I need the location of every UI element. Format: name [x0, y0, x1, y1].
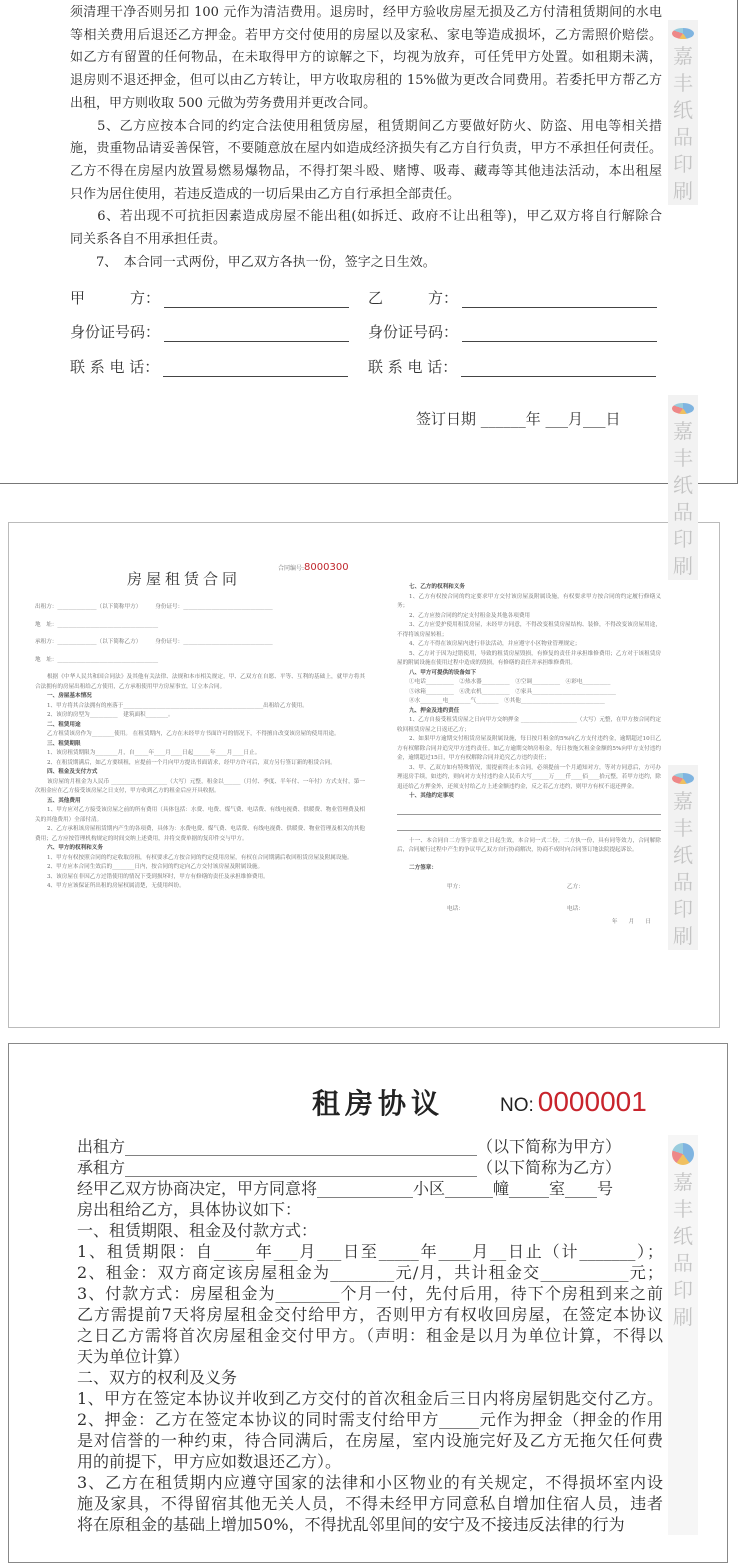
- watermark-char: 丰: [673, 816, 693, 840]
- agreement-number-label: NO:: [500, 1095, 534, 1116]
- watermark-char: 丰: [673, 446, 693, 470]
- watermark-char: 品: [673, 870, 693, 894]
- id-a-field: [70, 321, 349, 342]
- clause-line: 退房则不退还押金，但可以由乙方转让，甲方收取房租的 15%做为更改合同费用。若委托甲方帮乙方: [70, 73, 662, 89]
- signing-date: 签订日期 ______年 ___月___日: [416, 410, 621, 428]
- watermark-strip: [668, 765, 698, 950]
- clause: 2、在租赁期满后，如乙方要续租，应提前一个月向甲方提出书面请求，经甲方许可后，双方另行签订新的租赁合同。: [47, 759, 336, 766]
- watermark-char: 印: [673, 527, 693, 551]
- clause: 1、甲方将其合法拥有的座落于__________________________________________________出租给乙方使用。: [47, 702, 308, 709]
- watermark-char: 嘉: [673, 419, 693, 443]
- date-label: 年 月 日: [611, 919, 651, 925]
- clause: 2、甲方应本合同生效后的________日内，按合同的约定向乙方交付该房屋及附属设施。: [47, 864, 264, 870]
- watermark-char: 印: [673, 1278, 693, 1302]
- watermark-char: 刷: [673, 1305, 693, 1329]
- watermark-char: 品: [673, 1251, 693, 1275]
- watermark-char: 嘉: [673, 44, 693, 68]
- clause: ⑤冰箱__________ ⑥洗衣机__________ ⑦家具______________________________: [409, 688, 616, 695]
- watermark-strip: [668, 20, 698, 205]
- clause-line: 7、 本合同一式两份，甲乙双方各执一份，签字之日生效。: [70, 254, 436, 270]
- agreement-line: 是对信誉的一种约束，待合同满后，在房屋，室内设施完好及乙方无拖欠任何费: [77, 1431, 663, 1450]
- agreement-line: 用的前提下，甲方应如数退还乙方）。: [77, 1452, 342, 1471]
- agreement-line: 1、租赁期限：自_____年___月___日至_____年____月__日止（计_______）；: [77, 1242, 663, 1261]
- header-field: 地 址：____________________________________: [35, 656, 159, 663]
- field-label: 身份证号码：: [70, 323, 161, 341]
- party-b-field: [368, 287, 657, 308]
- watermark-char: 嘉: [673, 789, 693, 813]
- party-a-field: [70, 287, 349, 308]
- blank-line: [397, 805, 661, 815]
- contract-right-page: [397, 583, 661, 928]
- signature-line: [461, 363, 656, 377]
- clause: 三、租赁期限: [47, 740, 81, 747]
- clause: 根据《中华人民共和国合同法》及其他有关法律、法规和本市相关规定，甲、乙双方在自愿、平等、互利的基础上，就甲方将其合法拥有的房屋出租给乙方使用，乙方承租使用甲方房屋事宜，订立本合同。: [35, 674, 365, 690]
- agreement-line: 一、租赁期限、租金及付款方式：: [77, 1221, 318, 1240]
- watermark-char: 丰: [673, 1197, 693, 1221]
- watermark-char: 嘉: [673, 1170, 693, 1194]
- watermark-char: 纸: [673, 843, 693, 867]
- clause: 五、其他费用: [47, 797, 81, 804]
- watermark-char: 丰: [673, 71, 693, 95]
- agreement-line: 3、付款方式：房屋租金为________个月一付，先付后用，待下个房租到来之前: [77, 1284, 663, 1303]
- clause-line: 须清理干净否则另扣 100 元作为清洁费用。退房时，经甲方验收房屋无损及乙方付清租赁期间的水电: [70, 5, 662, 20]
- agreement-line: 将在原租金的基础上增加50%，不得扰乱邻里间的安宁及不接违反法律的行为: [77, 1515, 625, 1534]
- field-label: 联 系 电 话：: [70, 358, 160, 376]
- clause-line: 等相关费用后退还乙方押金。若甲方交付使用的房屋以及家私、家电等造成损坏，乙方需照价赔偿。: [70, 27, 662, 43]
- party-a-label: 甲方：: [447, 884, 464, 890]
- clause-line: 6、若出现不可抗拒因素造成房屋不能出租(如拆迁、政府不让出租等)，甲乙双方将自行解除合: [70, 209, 662, 225]
- phone-a-label: 电话：: [447, 905, 464, 912]
- header-field: 承租方：______________（以下简称乙方） 身份证号：________________________________: [35, 639, 273, 645]
- contract-clauses: [70, 2, 662, 274]
- clause: 1、乙方自接受租赁房屋之日向甲方交纳押金 ____________________（大写）元整，在甲方按合同约定收回租赁房屋之日返还乙方；: [397, 717, 661, 733]
- clause: 4、甲方应该保证所出租的房屋权属清楚，无使用纠纷。: [47, 883, 185, 889]
- watermark-char: 刷: [673, 554, 693, 578]
- header-field: 出租方：______________（以下简称甲方） 身份证号：________________________________: [35, 604, 273, 610]
- sign-title: 二方签章：: [409, 864, 437, 871]
- clause: 八、甲方可提供的设备如下: [409, 669, 477, 676]
- clause-line: 只作为居住使用，若违反造成的一切后果由乙方自行承担全部责任。: [70, 186, 461, 202]
- contract-right-column: [397, 583, 661, 856]
- clause: 2、该房的房型为__________ 建筑面积________。: [47, 712, 174, 718]
- brand-logo-icon: [672, 403, 694, 414]
- contract-number-label: 合同编号:: [278, 565, 305, 572]
- watermark-strip: [668, 1135, 698, 1535]
- agreement-number: [500, 1086, 647, 1118]
- signature-line: [164, 328, 349, 342]
- clause-line: 5、乙方应按本合同的约定合法使用租赁房屋，租赁期间乙方要做好防火、防盗、用电等相关措: [70, 118, 662, 134]
- clause: 4、乙方不得在该房屋内进行非法活动，并应遵守小区物业管理规定；: [409, 641, 581, 647]
- field-label: 甲 方：: [70, 289, 161, 307]
- agreement-line: 3、乙方在租赁期内应遵守国家的法律和小区物业的有关规定，不得损坏室内设: [77, 1473, 663, 1492]
- signature-line: [462, 328, 657, 342]
- clause: 六、甲方的权利和义务: [47, 845, 103, 851]
- signature-line: [462, 294, 657, 308]
- agreement-line: 经甲乙双方协商决定，甲方同意将____________小区______幢_____室____号: [77, 1179, 614, 1198]
- id-b-field: [368, 321, 657, 342]
- agreement-line: 房出租给乙方，具体协议如下：: [77, 1200, 302, 1219]
- clause: 3、乙方应爱护使用租赁房屋，未经甲方同意，不得改变租赁房屋结构、装修，不得改变该房屋用途，不得将该房屋转租；: [397, 622, 661, 638]
- clause: 该房屋的月租金为人民币 ____________________（大写）元整，租金以______（月付、季度、半年付、一年付）方式支付，第一次租金应在乙方接受该房屋之日支付，甲方收到乙方的租金后应开具收据。: [35, 778, 365, 794]
- clause-line: 乙方不得在房屋内放置易燃易爆物品，不得打架斗殴、赌博、吸毒、藏毒等其他违法活动，本出租屋: [70, 163, 662, 179]
- watermark-char: 品: [673, 125, 693, 149]
- field-label: 身份证号码：: [368, 323, 459, 341]
- blank-line: [397, 821, 661, 831]
- clause-line: 出租，甲方则收取 500 元做为劳务费用并更改合同。: [70, 95, 377, 111]
- signature-line: [164, 294, 349, 308]
- clause: 2、如果甲方逾期交付租赁房屋及附属设施，每日按月租金的5%向乙方支付违约金，逾期超过10日乙方有权解除合同并追究甲方违约责任。如乙方逾期交纳房租金，每日按拖欠租金金额的5%向甲方支付违约金，逾期超过15日，甲方有权解除合同并追究乙方违约责任；: [397, 736, 661, 761]
- agreement-line: 施及家具，不得留宿其他无关人员，不得未经甲方同意私自增加住宿人员，违者: [77, 1494, 663, 1513]
- watermark-char: 印: [673, 897, 693, 921]
- watermark-char: 纸: [673, 1224, 693, 1248]
- contract-title: 房屋租赁合同: [127, 570, 242, 588]
- brand-logo-icon: [672, 773, 694, 784]
- watermark-char: 刷: [673, 179, 693, 203]
- clause: 1、甲方有权按照合同的约定收取房租，有权要求乙方按合同的约定使用房屋，有权在合同期满后收回租赁房屋及附属设施。: [47, 854, 353, 861]
- clause: ⑧水________电________气________ ⑨其他______________________________: [409, 698, 605, 704]
- field-label: 联 系 电 话：: [368, 358, 458, 376]
- clause: 十、其他约定事项: [409, 793, 454, 799]
- agreement-line: 2、押金：乙方在签定本协议的同时需支付给甲方_____元作为押金（押金的作用: [77, 1410, 663, 1429]
- signature-block: [397, 864, 661, 928]
- watermark-char: 印: [673, 152, 693, 176]
- watermark-strip: [668, 395, 698, 580]
- clause: ①电话__________ ②热水器__________ ③空调__________ ④彩电__________: [409, 679, 611, 685]
- clause: 四、租金及支付方式: [47, 769, 98, 775]
- watermark-char: 纸: [673, 473, 693, 497]
- watermark-char: 刷: [673, 924, 693, 948]
- clause: 二、租赁用途: [47, 721, 81, 728]
- agreement-line: 天为单位计算）: [77, 1347, 190, 1366]
- clause: 2、乙方应按合同的约定支付租金及其他各项费用: [409, 612, 531, 619]
- signature-line: [163, 363, 348, 377]
- phone-b-label: 电话：: [567, 905, 584, 912]
- header-field: 地 址：____________________________________: [35, 621, 159, 628]
- clause: 一、房屋基本情况: [47, 693, 92, 699]
- agreement-body: [77, 1136, 663, 1535]
- contract-left-page: [35, 603, 365, 892]
- agreement-line: 2、租金：双方商定该房屋租金为________元/月，共计租金交___________元；: [77, 1263, 663, 1282]
- phone-b-field: [368, 356, 656, 377]
- brand-logo-icon: [672, 28, 694, 39]
- field-label: 乙 方：: [368, 289, 459, 307]
- clause: 3、该房屋在非因乙方过错使用的情况下受到损坏时，甲方有修缮的责任及承担维修费用。: [47, 873, 269, 880]
- clause: 2、乙方承租该房屋租赁期内产生的各项费，具体为：水费电费、煤气费、电话费、有线电视费、供暖费、物业管理及相关的其他费用；乙方应按管理机构规定的时间交纳上述费用，并将交费单据的复印件交与甲方。: [35, 826, 365, 842]
- agreement-line: 之日乙方需将首次房屋租金交付甲方。（声明：租金是以月为单位计算，不得以: [77, 1326, 663, 1345]
- agreement-title: 租房协议: [312, 1087, 445, 1120]
- watermark-char: 纸: [673, 98, 693, 122]
- contract-number: [278, 562, 349, 573]
- clause: 乙方租赁该房作为________使用。 在租赁期内，乙方在未经甲方书面许可的情况下，不得擅自改变该房屋的使用用途。: [47, 731, 340, 737]
- clause: 十一、本合同自二方签字盖章之日起生效，本合同一式二份，二方执一份，具有同等效力，合同解除后，合同履行过程中产生的争议甲乙双方自行协商解决，协商不成时向合同签订地法院提起诉讼。: [397, 837, 661, 853]
- clause: 九、押金及违约责任: [409, 707, 460, 714]
- clause: 1、乙方有权按合同的约定要求甲方交付该房屋及附属设施，有权要求甲方按合同的约定履行修缮义务；: [397, 593, 661, 609]
- agreement-number-value: 0000001: [537, 1086, 647, 1117]
- agreement-line: 承租方____________________________________________（以下简称为乙方）: [77, 1158, 622, 1177]
- contract-number-value: 8000300: [304, 562, 349, 573]
- clause-line: 如乙方有留置的任何物品，在未取得甲方的谅解之下，均视为放弃，可任凭甲方处置。如租期未满，: [70, 50, 662, 66]
- contract-left-column: [35, 673, 365, 892]
- clause-line: 同关系各自不用承担任责。: [70, 232, 227, 248]
- clause-line: 施，贵重物品请妥善保管，不要随意放在屋内如造成经济损失有乙方自行负责，甲方不承担任何责任。: [70, 141, 662, 157]
- clause: 5、乙方对于因为过错使用，导致的租赁房屋毁损，有修复的责任并承担维修费用；乙方对于该租赁房屋的附属设施在使用过程中造成的毁损，有修缮的责任并承担维修费用。: [397, 650, 661, 666]
- brand-logo-icon: [672, 1143, 694, 1165]
- agreement-line: 出租方____________________________________________（以下简称为甲方）: [77, 1137, 622, 1156]
- clause: 3、甲、乙双方如有特殊情况，需提前终止本合同，必须提前一个月通知对方，等对方同意后，方可办理退房手续，如违约，则向对方支付违约金人民币大写______万____仟____佰____拾元整，若甲方违约，除退还给乙方押金外，还须支付给乙方上述金额违约金，反之若乙方违约，则甲方有权不退还押金。: [397, 764, 661, 790]
- agreement-line: 二、双方的权利及义务: [77, 1368, 238, 1387]
- clause: 1、该房租赁期限为________月，自_____年____月____日起______年____月____日止。: [47, 750, 261, 756]
- clause: 七、乙方的权利和义务: [409, 584, 465, 590]
- party-b-label: 乙方：: [567, 884, 584, 890]
- phone-a-field: [70, 356, 348, 377]
- agreement-line: 乙方需提前7天将房屋租金交付给甲方，否则甲方有权收回房屋，在签定本协议: [77, 1305, 663, 1324]
- watermark-char: 品: [673, 500, 693, 524]
- contract-header-fields: [35, 603, 365, 665]
- clause: 1、甲方应对乙方接受该房屋之前的所有费用（具体包括：水费、电费、煤气费、电话费、有线电视费、供暖费、物业管理费及相关的其他费用）全部付清。: [35, 807, 365, 823]
- agreement-line: 1、甲方在签定本协议并收到乙方交付的首次租金后三日内将房屋钥匙交付乙方。: [77, 1389, 663, 1408]
